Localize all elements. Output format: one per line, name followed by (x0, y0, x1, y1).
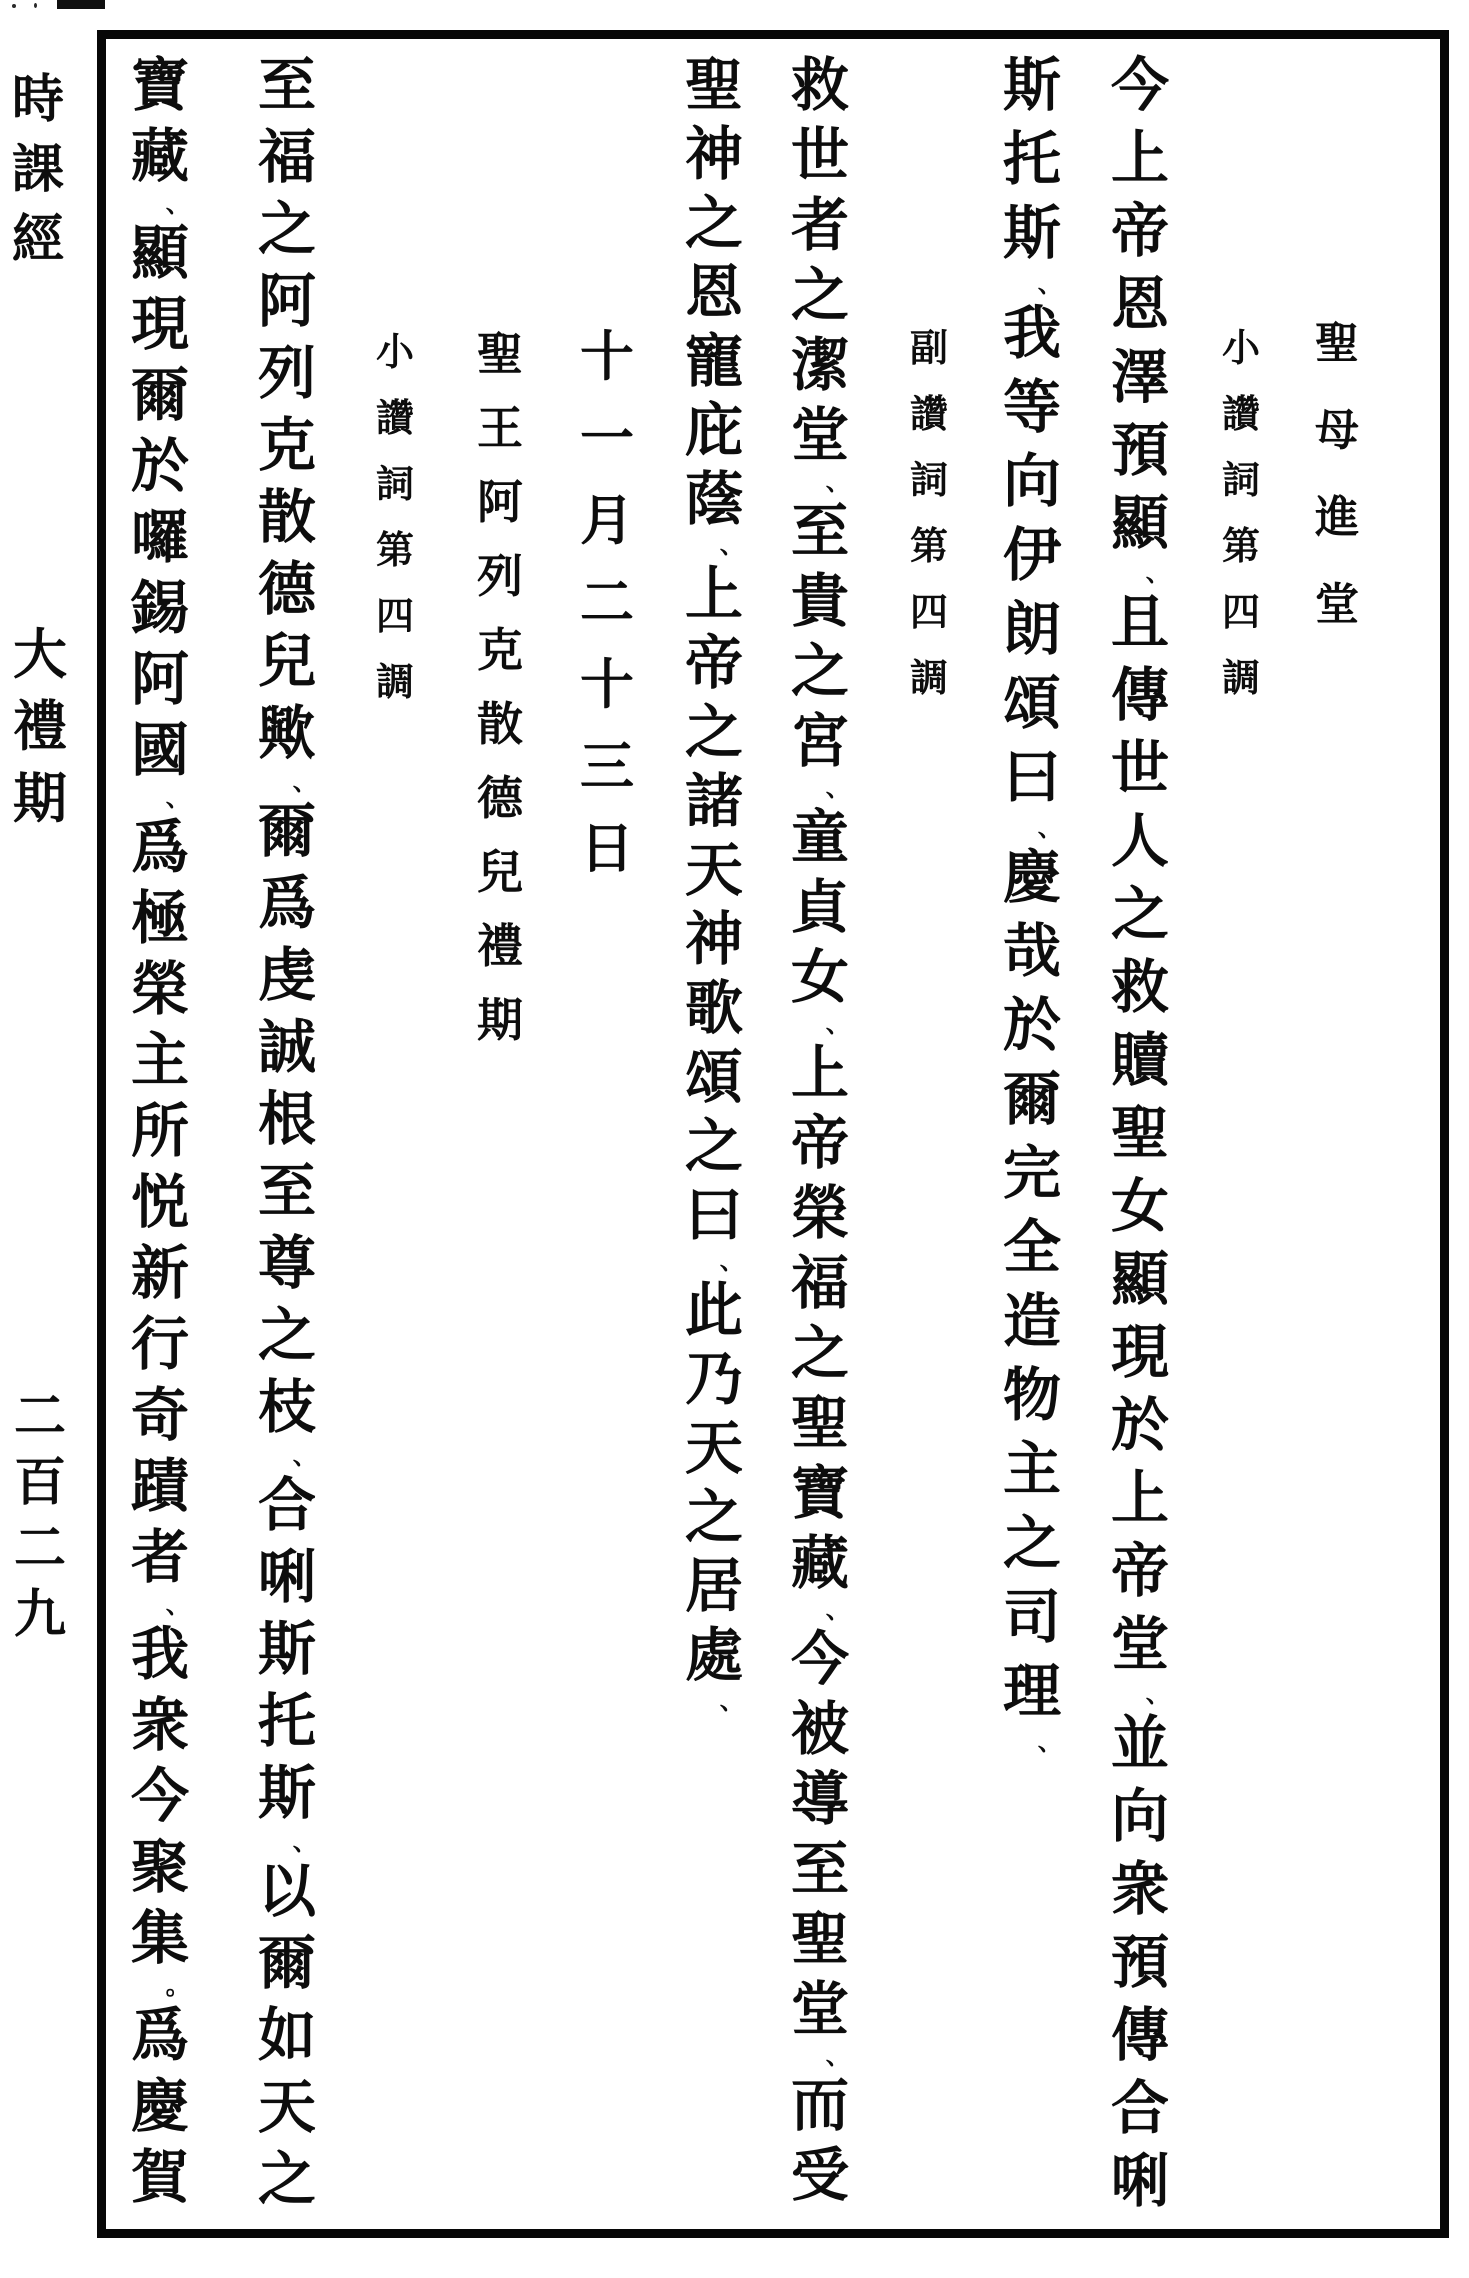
glyph: 副 (910, 328, 949, 370)
glyph: 虔 (258, 943, 317, 1008)
glyph: 克 (477, 625, 523, 676)
glyph: 至 (258, 1159, 317, 1224)
glyph: 月 (580, 491, 634, 551)
glyph: 頌 (685, 1045, 744, 1110)
glyph: 福 (258, 125, 317, 190)
glyph: 帝 (1111, 1539, 1170, 1604)
punctuation-mark: 、 (825, 775, 851, 803)
glyph: 貴 (791, 569, 850, 634)
punctuation-mark: 、 (825, 469, 851, 497)
glyph: 藏 (791, 1531, 850, 1596)
glyph: 奇 (131, 1383, 190, 1448)
glyph: 散 (477, 699, 523, 750)
glyph: 極 (131, 886, 190, 951)
glyph: 二 (14, 1521, 67, 1578)
glyph: 聖 (685, 53, 744, 118)
glyph: 德 (258, 557, 317, 622)
glyph: 堂 (791, 403, 850, 468)
glyph: 尊 (258, 1231, 317, 1296)
glyph: 寶 (791, 1461, 850, 1526)
glyph: 之 (685, 700, 744, 765)
glyph: 傳 (1111, 663, 1170, 728)
glyph: 之 (685, 1114, 744, 1179)
glyph: 托 (258, 1689, 317, 1754)
glyph: 調 (376, 662, 415, 704)
glyph: 克 (258, 413, 317, 478)
glyph: 之 (1003, 1511, 1062, 1576)
punctuation-mark: 、 (165, 1592, 191, 1620)
glyph: 此 (685, 1278, 744, 1343)
glyph: 爾 (258, 1931, 317, 1996)
glyph: 一 (580, 409, 634, 469)
glyph: 寶 (131, 53, 190, 118)
punctuation-mark: 、 (292, 1443, 318, 1471)
glyph: 司 (1003, 1585, 1062, 1650)
glyph: 四 (1222, 592, 1261, 634)
glyph: 進 (1315, 493, 1359, 542)
glyph: 世 (1111, 736, 1170, 801)
punctuation-mark: 、 (825, 2043, 851, 2071)
glyph: 唎 (258, 1545, 317, 1610)
punctuation-mark: 、 (1145, 1681, 1171, 1709)
glyph: 朗 (1003, 597, 1062, 662)
glyph: 唎 (1111, 2149, 1170, 2214)
glyph: 者 (791, 193, 850, 258)
glyph: 救 (791, 53, 850, 118)
glyph: 誠 (258, 1015, 317, 1080)
glyph: 救 (1111, 955, 1170, 1020)
glyph: 天 (685, 1416, 744, 1481)
glyph: 母 (1315, 406, 1359, 455)
punctuation-mark: 、 (825, 1597, 851, 1625)
glyph: 贖 (1111, 1028, 1170, 1093)
glyph: 童 (791, 805, 850, 870)
glyph: 我 (131, 1622, 190, 1687)
glyph: 詞 (1222, 460, 1261, 502)
punctuation-mark: 、 (1037, 815, 1063, 843)
glyph: 聖 (791, 1391, 850, 1456)
glyph: 二 (14, 1389, 67, 1446)
glyph: 四 (376, 596, 415, 638)
glyph: 者 (131, 1525, 190, 1590)
glyph: 之 (685, 1485, 744, 1550)
glyph: 蔭 (685, 467, 744, 532)
glyph: 於 (131, 434, 190, 499)
glyph: 三 (580, 737, 634, 797)
glyph: 散 (258, 485, 317, 550)
glyph: 詞 (376, 464, 415, 506)
glyph: 堂 (1315, 580, 1359, 629)
glyph: 兒 (477, 847, 523, 898)
glyph: 十 (580, 327, 634, 387)
glyph: 今 (131, 1764, 190, 1829)
glyph: 斯 (1003, 53, 1062, 118)
glyph: 曰 (1003, 745, 1062, 810)
glyph: 德 (477, 773, 523, 824)
glyph: 頌 (1003, 671, 1062, 736)
glyph: 讚 (376, 398, 415, 440)
glyph: 以 (258, 1859, 317, 1924)
glyph: 神 (685, 122, 744, 187)
glyph: 課 (12, 142, 65, 199)
glyph: 預 (1111, 418, 1170, 483)
glyph: 今 (1111, 53, 1170, 118)
glyph: 寵 (685, 329, 744, 394)
glyph: 賀 (131, 2145, 190, 2210)
glyph: 阿 (131, 647, 190, 712)
glyph: 列 (477, 551, 523, 602)
glyph: 至 (791, 499, 850, 564)
glyph: 堂 (1111, 1612, 1170, 1677)
glyph: 澤 (1111, 345, 1170, 410)
glyph: 主 (131, 1028, 190, 1093)
glyph: 悦 (131, 1170, 190, 1235)
glyph: 合 (1111, 2076, 1170, 2141)
scan-artifact (34, 3, 37, 8)
glyph: 世 (791, 123, 850, 188)
glyph: 二 (580, 573, 634, 633)
glyph: 現 (131, 292, 190, 357)
glyph: 第 (1222, 526, 1261, 568)
glyph: 哉 (1003, 919, 1062, 984)
glyph: 之 (1111, 882, 1170, 947)
punctuation-mark: 。 (165, 1973, 191, 2001)
glyph: 禮 (477, 921, 523, 972)
punctuation-mark: 、 (825, 1011, 851, 1039)
glyph: 經 (12, 212, 65, 269)
glyph: 聖 (477, 329, 523, 380)
glyph: 期 (13, 769, 67, 829)
glyph: 上 (1111, 126, 1170, 191)
punctuation-mark: 、 (1037, 1729, 1063, 1757)
glyph: 向 (1111, 1784, 1170, 1849)
glyph: 主 (1003, 1437, 1062, 1502)
punctuation-mark: 、 (165, 191, 191, 219)
glyph: 斯 (258, 1761, 317, 1826)
glyph: 歌 (685, 976, 744, 1041)
glyph: 聖 (1111, 1101, 1170, 1166)
glyph: 時 (12, 72, 65, 129)
glyph: 讚 (910, 394, 949, 436)
glyph: 之 (791, 1321, 850, 1386)
glyph: 之 (258, 1303, 317, 1368)
glyph: 全 (1003, 1215, 1062, 1280)
glyph: 帝 (1111, 199, 1170, 264)
glyph: 上 (685, 562, 744, 627)
glyph: 帝 (791, 1111, 850, 1176)
glyph: 上 (791, 1041, 850, 1106)
glyph: 蹟 (131, 1454, 190, 1519)
glyph: 列 (258, 341, 317, 406)
glyph: 且 (1111, 590, 1170, 655)
punctuation-mark: 、 (292, 1829, 318, 1857)
glyph: 之 (791, 639, 850, 704)
glyph: 詞 (910, 460, 949, 502)
glyph: 爲 (258, 871, 317, 936)
glyph: 庇 (685, 398, 744, 463)
glyph: 曰 (685, 1183, 744, 1248)
glyph: 合 (258, 1473, 317, 1538)
glyph: 等 (1003, 375, 1062, 440)
glyph: 囉 (131, 505, 190, 570)
glyph: 兒 (258, 629, 317, 694)
glyph: 爲 (131, 2003, 190, 2068)
glyph: 恩 (685, 260, 744, 325)
glyph: 導 (791, 1767, 850, 1832)
glyph: 堂 (791, 1977, 850, 2042)
glyph: 九 (14, 1587, 67, 1644)
glyph: 第 (910, 526, 949, 568)
glyph: 天 (258, 2075, 317, 2140)
glyph: 處 (685, 1623, 744, 1688)
glyph: 聖 (1315, 319, 1359, 368)
glyph: 所 (131, 1099, 190, 1164)
scan-artifact (12, 4, 16, 8)
glyph: 爾 (131, 363, 190, 428)
glyph: 爲 (131, 815, 190, 880)
glyph: 大 (13, 625, 67, 685)
glyph: 枝 (258, 1375, 317, 1440)
glyph: 福 (791, 1251, 850, 1316)
glyph: 之 (258, 2147, 317, 2212)
glyph: 歟 (258, 701, 317, 766)
glyph: 王 (477, 403, 523, 454)
glyph: 十 (580, 655, 634, 715)
glyph: 調 (1222, 658, 1261, 700)
glyph: 傳 (1111, 2003, 1170, 2068)
glyph: 神 (685, 907, 744, 972)
glyph: 帝 (685, 631, 744, 696)
glyph: 行 (131, 1312, 190, 1377)
glyph: 並 (1111, 1711, 1170, 1776)
glyph: 預 (1111, 1930, 1170, 1995)
glyph: 日 (580, 819, 634, 879)
glyph: 潔 (791, 333, 850, 398)
punctuation-mark: 、 (165, 785, 191, 813)
punctuation-mark: 、 (719, 532, 745, 560)
glyph: 至 (791, 1837, 850, 1902)
glyph: 藏 (131, 124, 190, 189)
glyph: 衆 (131, 1693, 190, 1758)
glyph: 理 (1003, 1659, 1062, 1724)
glyph: 阿 (477, 477, 523, 528)
glyph: 天 (685, 838, 744, 903)
glyph: 爾 (1003, 1067, 1062, 1132)
glyph: 調 (910, 658, 949, 700)
glyph: 之 (685, 191, 744, 256)
glyph: 至 (258, 53, 317, 118)
glyph: 顯 (1111, 491, 1170, 556)
glyph: 慶 (131, 2074, 190, 2139)
punctuation-mark: 、 (719, 1688, 745, 1716)
punctuation-mark: 、 (1145, 560, 1171, 588)
glyph: 百 (14, 1455, 67, 1512)
glyph: 阿 (258, 269, 317, 334)
glyph: 顯 (1111, 1247, 1170, 1312)
scan-artifact (57, 0, 105, 9)
glyph: 被 (791, 1697, 850, 1762)
glyph: 斯 (258, 1617, 317, 1682)
glyph: 四 (910, 592, 949, 634)
glyph: 我 (1003, 301, 1062, 366)
glyph: 顯 (131, 221, 190, 286)
glyph: 聚 (131, 1835, 190, 1900)
punctuation-mark: 、 (719, 1248, 745, 1276)
glyph: 錫 (131, 576, 190, 641)
glyph: 托 (1003, 127, 1062, 192)
glyph: 伊 (1003, 523, 1062, 588)
glyph: 造 (1003, 1289, 1062, 1354)
glyph: 物 (1003, 1363, 1062, 1428)
glyph: 上 (1111, 1466, 1170, 1531)
glyph: 向 (1003, 449, 1062, 514)
glyph: 第 (376, 530, 415, 572)
glyph: 斯 (1003, 201, 1062, 266)
glyph: 人 (1111, 809, 1170, 874)
glyph: 小 (376, 332, 415, 374)
glyph: 新 (131, 1241, 190, 1306)
glyph: 小 (1222, 328, 1261, 370)
glyph: 之 (258, 197, 317, 262)
glyph: 受 (791, 2143, 850, 2208)
glyph: 衆 (1111, 1857, 1170, 1922)
glyph: 諸 (685, 769, 744, 834)
glyph: 於 (1003, 993, 1062, 1058)
glyph: 慶 (1003, 845, 1062, 910)
glyph: 榮 (791, 1181, 850, 1246)
glyph: 而 (791, 2073, 850, 2138)
glyph: 集 (131, 1906, 190, 1971)
glyph: 今 (791, 1627, 850, 1692)
glyph: 現 (1111, 1320, 1170, 1385)
glyph: 於 (1111, 1393, 1170, 1458)
glyph: 居 (685, 1554, 744, 1619)
glyph: 完 (1003, 1141, 1062, 1206)
glyph: 乃 (685, 1347, 744, 1412)
glyph: 國 (131, 718, 190, 783)
glyph: 恩 (1111, 272, 1170, 337)
glyph: 根 (258, 1087, 317, 1152)
glyph: 宮 (791, 709, 850, 774)
glyph: 女 (791, 945, 850, 1010)
punctuation-mark: 、 (1037, 271, 1063, 299)
glyph: 聖 (791, 1907, 850, 1972)
glyph: 之 (791, 263, 850, 328)
glyph: 貞 (791, 875, 850, 940)
glyph: 如 (258, 2003, 317, 2068)
glyph: 禮 (13, 697, 67, 757)
glyph: 期 (477, 995, 523, 1046)
glyph: 爾 (258, 799, 317, 864)
glyph: 讚 (1222, 394, 1261, 436)
glyph: 榮 (131, 957, 190, 1022)
punctuation-mark: 、 (292, 769, 318, 797)
glyph: 女 (1111, 1174, 1170, 1239)
